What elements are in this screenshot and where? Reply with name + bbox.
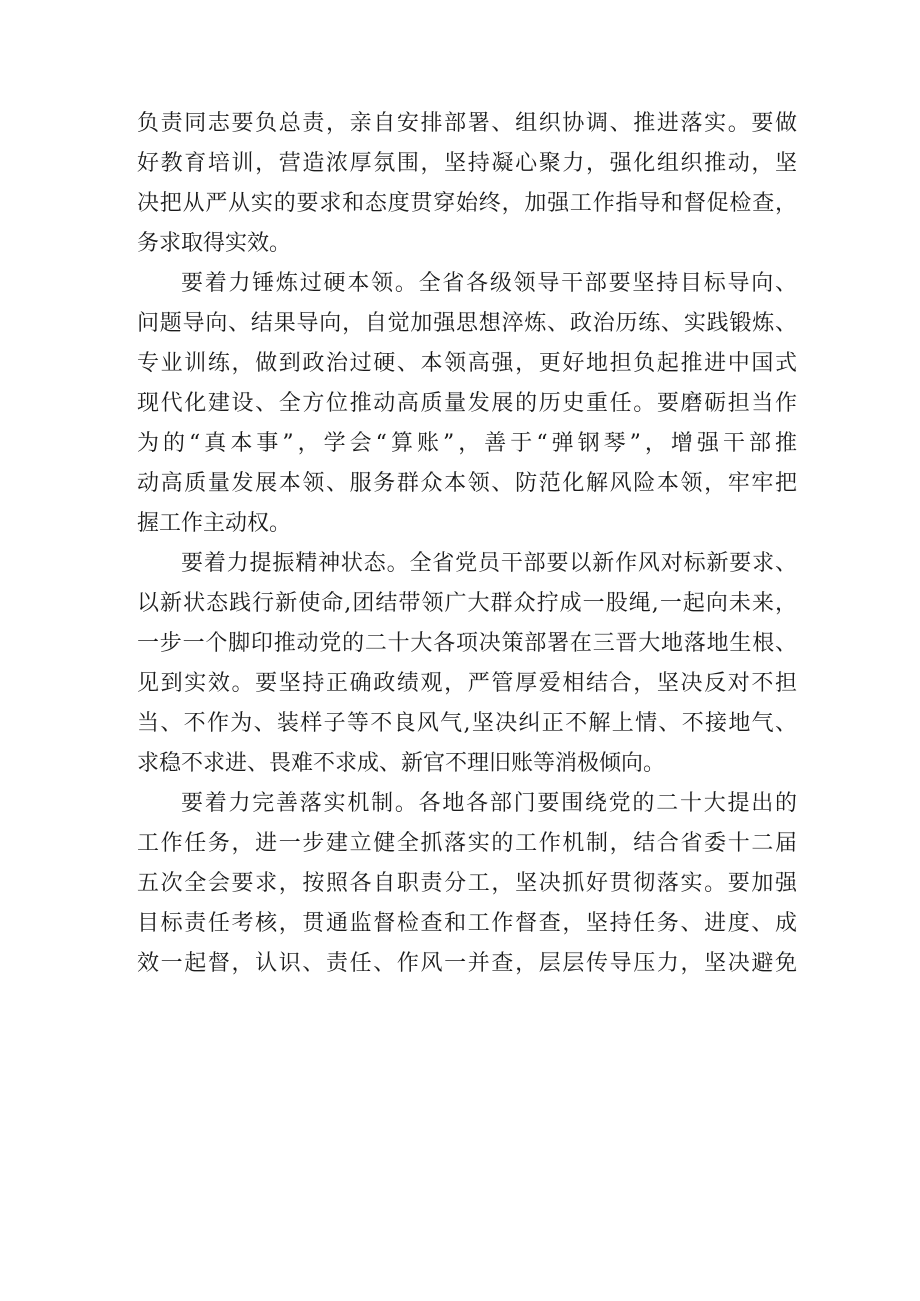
paragraph-2 (137, 264, 797, 544)
text-line: 当、不作为、装样子等不良风气,坚决纠正不解上情、不接地气、 (137, 711, 797, 736)
text-line: 工作任务，进一步建立健全抓落实的工作机制，结合省委十二届 (137, 831, 797, 856)
text-line: 要着力锤炼过硬本领。全省各级领导干部要坚持目标导向、 (181, 271, 797, 296)
paragraph-1 (137, 104, 797, 264)
text-line: 以新状态践行新使命,团结带领广大群众拧成一股绳,一起向未来， (137, 591, 797, 616)
text-line: 一步一个脚印推动党的二十大各项决策部署在三晋大地落地生根、 (137, 631, 797, 656)
text-line: 负责同志要负总责，亲自安排部署、组织协调、推进落实。要做 (137, 111, 797, 136)
text-line: 现代化建设、全方位推动高质量发展的历史重任。要磨砺担当作 (137, 391, 797, 416)
text-line: 好教育培训，营造浓厚氛围，坚持凝心聚力，强化组织推动，坚 (137, 151, 797, 176)
paragraph-3 (137, 544, 797, 784)
text-line: 五次全会要求，按照各自职责分工，坚决抓好贯彻落实。要加强 (137, 871, 797, 896)
text-line: 求稳不求进、畏难不求成、新官不理旧账等消极倾向。 (137, 751, 666, 776)
document-page (137, 104, 797, 984)
text-line: 为的“真本事”，学会“算账”，善于“弹钢琴”，增强干部推 (137, 431, 797, 456)
paragraph-4 (137, 784, 797, 984)
text-line: 目标责任考核，贯通监督检查和工作督查，坚持任务、进度、成 (137, 911, 797, 936)
text-line: 握工作主动权。 (137, 511, 292, 536)
text-line: 要着力提振精神状态。全省党员干部要以新作风对标新要求、 (181, 551, 797, 576)
text-line: 决把从严从实的要求和态度贯穿始终，加强工作指导和督促检查， (137, 191, 797, 216)
text-line: 效一起督，认识、责任、作风一并查，层层传导压力，坚决避免 (137, 951, 797, 976)
text-line: 要着力完善落实机制。各地各部门要围绕党的二十大提出的 (181, 791, 797, 816)
text-line: 见到实效。要坚持正确政绩观，严管厚爱相结合，坚决反对不担 (137, 671, 797, 696)
text-line: 专业训练，做到政治过硬、本领高强，更好地担负起推进中国式 (137, 351, 797, 376)
text-line: 务求取得实效。 (137, 231, 292, 256)
text-line: 问题导向、结果导向，自觉加强思想淬炼、政治历练、实践锻炼、 (137, 311, 797, 336)
text-line: 动高质量发展本领、服务群众本领、防范化解风险本领，牢牢把 (137, 471, 797, 496)
